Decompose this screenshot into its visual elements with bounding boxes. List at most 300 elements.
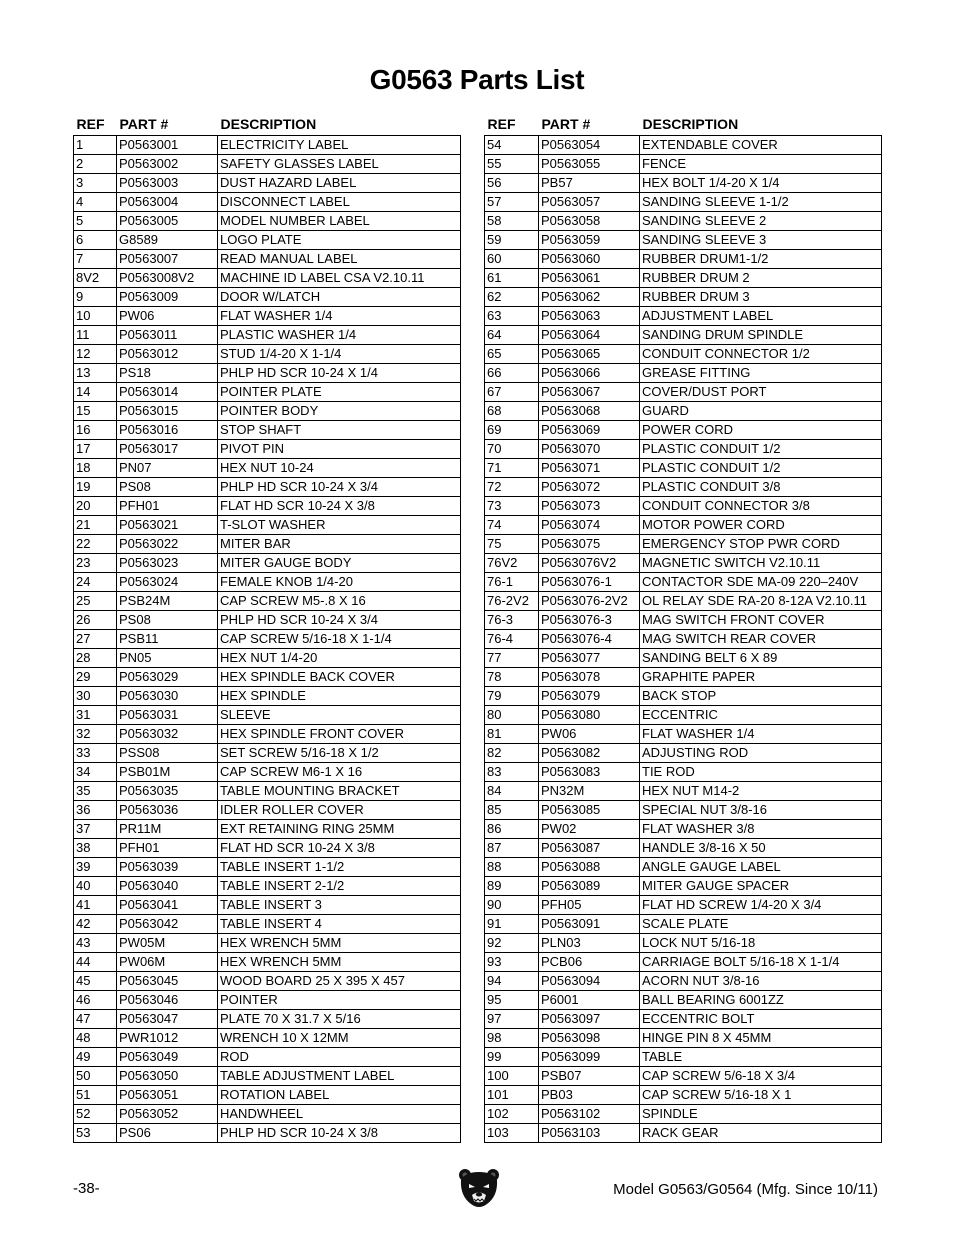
description-cell: PLASTIC CONDUIT 3/8 — [640, 478, 882, 497]
part-number-cell: P0563098 — [539, 1029, 640, 1048]
description-cell: MAGNETIC SWITCH V2.10.11 — [640, 554, 882, 573]
table-row — [74, 288, 461, 307]
table-row — [485, 383, 882, 402]
table-row — [485, 706, 882, 725]
description-cell: STOP SHAFT — [218, 421, 461, 440]
table-row — [74, 1105, 461, 1124]
part-number-cell: P0563065 — [539, 345, 640, 364]
part-number-cell: P0563069 — [539, 421, 640, 440]
ref-cell: 9 — [74, 288, 117, 307]
table-row — [74, 706, 461, 725]
part-number-cell: P6001 — [539, 991, 640, 1010]
table-row — [485, 801, 882, 820]
header-ref: REF — [76, 115, 105, 132]
part-number-cell: P0563012 — [117, 345, 218, 364]
table-row — [74, 801, 461, 820]
description-cell: STUD 1/4-20 X 1-1/4 — [218, 345, 461, 364]
parts-table-right — [484, 112, 882, 1143]
table-row — [74, 554, 461, 573]
table-header-row — [485, 112, 882, 136]
part-number-cell: P0563063 — [539, 307, 640, 326]
part-number-cell: P0563060 — [539, 250, 640, 269]
part-number-cell: P0563102 — [539, 1105, 640, 1124]
ref-cell: 44 — [74, 953, 117, 972]
table-row — [485, 497, 882, 516]
ref-cell: 92 — [485, 934, 539, 953]
table-row — [74, 402, 461, 421]
table-row — [485, 478, 882, 497]
table-row — [485, 592, 882, 611]
table-row — [74, 1124, 461, 1143]
part-number-cell: PN05 — [117, 649, 218, 668]
table-row — [74, 972, 461, 991]
table-row — [74, 1067, 461, 1086]
description-cell: HEX NUT 10-24 — [218, 459, 461, 478]
part-number-cell: P0563091 — [539, 915, 640, 934]
ref-cell: 23 — [74, 554, 117, 573]
description-cell: RUBBER DRUM1-1/2 — [640, 250, 882, 269]
description-cell: DUST HAZARD LABEL — [218, 174, 461, 193]
table-row — [485, 972, 882, 991]
table-row — [74, 725, 461, 744]
ref-cell: 77 — [485, 649, 539, 668]
ref-cell: 4 — [74, 193, 117, 212]
ref-cell: 100 — [485, 1067, 539, 1086]
part-number-cell: P0563076-3 — [539, 611, 640, 630]
ref-cell: 41 — [74, 896, 117, 915]
part-number-cell: P0563029 — [117, 668, 218, 687]
ref-cell: 7 — [74, 250, 117, 269]
description-cell: SANDING SLEEVE 3 — [640, 231, 882, 250]
ref-cell: 15 — [74, 402, 117, 421]
part-number-cell: P0563005 — [117, 212, 218, 231]
part-number-cell: P0563076-2V2 — [539, 592, 640, 611]
description-cell: MITER GAUGE BODY — [218, 554, 461, 573]
description-cell: T-SLOT WASHER — [218, 516, 461, 535]
ref-cell: 48 — [74, 1029, 117, 1048]
description-cell: GREASE FITTING — [640, 364, 882, 383]
part-number-cell: P0563057 — [539, 193, 640, 212]
description-cell: TABLE — [640, 1048, 882, 1067]
part-number-cell: P0563073 — [539, 497, 640, 516]
table-row — [485, 136, 882, 155]
description-cell: HEX SPINDLE FRONT COVER — [218, 725, 461, 744]
ref-cell: 21 — [74, 516, 117, 535]
part-number-cell: P0563001 — [117, 136, 218, 155]
table-row — [74, 858, 461, 877]
part-number-cell: P0563077 — [539, 649, 640, 668]
table-row — [74, 174, 461, 193]
header-description: DESCRIPTION — [220, 115, 317, 132]
part-number-cell: P0563055 — [539, 155, 640, 174]
table-row — [74, 231, 461, 250]
ref-cell: 81 — [485, 725, 539, 744]
ref-cell: 79 — [485, 687, 539, 706]
ref-cell: 13 — [74, 364, 117, 383]
table-row — [485, 630, 882, 649]
table-row — [485, 402, 882, 421]
ref-cell: 103 — [485, 1124, 539, 1143]
ref-cell: 12 — [74, 345, 117, 364]
ref-cell: 3 — [74, 174, 117, 193]
table-row — [485, 516, 882, 535]
table-row — [74, 193, 461, 212]
description-cell: GUARD — [640, 402, 882, 421]
ref-cell: 78 — [485, 668, 539, 687]
part-number-cell: PS18 — [117, 364, 218, 383]
description-cell: POINTER PLATE — [218, 383, 461, 402]
part-number-cell: P0563052 — [117, 1105, 218, 1124]
description-cell: WRENCH 10 X 12MM — [218, 1029, 461, 1048]
parts-table-left-body — [74, 136, 461, 1143]
part-number-cell: P0563015 — [117, 402, 218, 421]
description-cell: HEX WRENCH 5MM — [218, 953, 461, 972]
ref-cell: 52 — [74, 1105, 117, 1124]
part-number-cell: P0563089 — [539, 877, 640, 896]
ref-cell: 27 — [74, 630, 117, 649]
part-number-cell: P0563017 — [117, 440, 218, 459]
description-cell: BALL BEARING 6001ZZ — [640, 991, 882, 1010]
ref-cell: 59 — [485, 231, 539, 250]
ref-cell: 102 — [485, 1105, 539, 1124]
ref-cell: 95 — [485, 991, 539, 1010]
ref-cell: 53 — [74, 1124, 117, 1143]
description-cell: MITER GAUGE SPACER — [640, 877, 882, 896]
ref-cell: 42 — [74, 915, 117, 934]
part-number-cell: P0563035 — [117, 782, 218, 801]
table-row — [485, 421, 882, 440]
table-row — [74, 573, 461, 592]
table-row — [74, 250, 461, 269]
description-cell: EXTENDABLE COVER — [640, 136, 882, 155]
description-cell: MOTOR POWER CORD — [640, 516, 882, 535]
ref-cell: 34 — [74, 763, 117, 782]
part-number-cell: P0563087 — [539, 839, 640, 858]
description-cell: HEX NUT 1/4-20 — [218, 649, 461, 668]
part-number-cell: P0563088 — [539, 858, 640, 877]
ref-cell: 62 — [485, 288, 539, 307]
description-cell: SANDING BELT 6 X 89 — [640, 649, 882, 668]
description-cell: EXT RETAINING RING 25MM — [218, 820, 461, 839]
table-row — [485, 193, 882, 212]
part-number-cell: P0563097 — [539, 1010, 640, 1029]
description-cell: SLEEVE — [218, 706, 461, 725]
description-cell: HEX NUT M14-2 — [640, 782, 882, 801]
part-number-cell: P0563076-1 — [539, 573, 640, 592]
description-cell: MACHINE ID LABEL CSA V2.10.11 — [218, 269, 461, 288]
description-cell: POWER CORD — [640, 421, 882, 440]
part-number-cell: P0563062 — [539, 288, 640, 307]
part-number-cell: P0563045 — [117, 972, 218, 991]
ref-cell: 46 — [74, 991, 117, 1010]
part-number-cell: PW06 — [539, 725, 640, 744]
ref-cell: 61 — [485, 269, 539, 288]
part-number-cell: P0563046 — [117, 991, 218, 1010]
table-row — [485, 744, 882, 763]
description-cell: FLAT HD SCR 10-24 X 3/8 — [218, 497, 461, 516]
table-row — [485, 782, 882, 801]
part-number-cell: PFH01 — [117, 497, 218, 516]
table-row — [485, 1048, 882, 1067]
description-cell: HEX WRENCH 5MM — [218, 934, 461, 953]
table-row — [74, 763, 461, 782]
description-cell: CONDUIT CONNECTOR 3/8 — [640, 497, 882, 516]
description-cell: FLAT WASHER 1/4 — [640, 725, 882, 744]
table-row — [74, 497, 461, 516]
description-cell: HANDLE 3/8-16 X 50 — [640, 839, 882, 858]
ref-cell: 20 — [74, 497, 117, 516]
table-row — [485, 839, 882, 858]
header-ref: REF — [487, 115, 516, 132]
description-cell: SPINDLE — [640, 1105, 882, 1124]
part-number-cell: P0563041 — [117, 896, 218, 915]
description-cell: PLASTIC CONDUIT 1/2 — [640, 440, 882, 459]
description-cell: FEMALE KNOB 1/4-20 — [218, 573, 461, 592]
part-number-cell: G8589 — [117, 231, 218, 250]
ref-cell: 74 — [485, 516, 539, 535]
ref-cell: 30 — [74, 687, 117, 706]
table-row — [74, 991, 461, 1010]
ref-cell: 76-2V2 — [485, 592, 539, 611]
description-cell: OL RELAY SDE RA-20 8-12A V2.10.11 — [640, 592, 882, 611]
ref-cell: 68 — [485, 402, 539, 421]
description-cell: SAFETY GLASSES LABEL — [218, 155, 461, 174]
table-row — [485, 1067, 882, 1086]
ref-cell: 14 — [74, 383, 117, 402]
part-number-cell: PCB06 — [539, 953, 640, 972]
table-row — [485, 877, 882, 896]
table-row — [485, 155, 882, 174]
table-row — [485, 535, 882, 554]
description-cell: LOGO PLATE — [218, 231, 461, 250]
table-row — [74, 383, 461, 402]
ref-cell: 35 — [74, 782, 117, 801]
table-row — [485, 649, 882, 668]
ref-cell: 28 — [74, 649, 117, 668]
part-number-cell: PW06 — [117, 307, 218, 326]
ref-cell: 65 — [485, 345, 539, 364]
part-number-cell: P0563076V2 — [539, 554, 640, 573]
ref-cell: 1 — [74, 136, 117, 155]
description-cell: TIE ROD — [640, 763, 882, 782]
ref-cell: 76V2 — [485, 554, 539, 573]
description-cell: ROTATION LABEL — [218, 1086, 461, 1105]
part-number-cell: P0563014 — [117, 383, 218, 402]
part-number-cell: PR11M — [117, 820, 218, 839]
ref-cell: 54 — [485, 136, 539, 155]
part-number-cell: P0563068 — [539, 402, 640, 421]
part-number-cell: PW06M — [117, 953, 218, 972]
ref-cell: 16 — [74, 421, 117, 440]
table-row — [485, 288, 882, 307]
part-number-cell: P0563021 — [117, 516, 218, 535]
ref-cell: 94 — [485, 972, 539, 991]
ref-cell: 89 — [485, 877, 539, 896]
ref-cell: 45 — [74, 972, 117, 991]
table-row — [485, 573, 882, 592]
description-cell: POINTER — [218, 991, 461, 1010]
description-cell: CAP SCREW 5/16-18 X 1-1/4 — [218, 630, 461, 649]
part-number-cell: P0563085 — [539, 801, 640, 820]
description-cell: MAG SWITCH FRONT COVER — [640, 611, 882, 630]
ref-cell: 39 — [74, 858, 117, 877]
table-row — [74, 649, 461, 668]
description-cell: BACK STOP — [640, 687, 882, 706]
part-number-cell: PWR1012 — [117, 1029, 218, 1048]
table-row — [485, 687, 882, 706]
part-number-cell: PFH05 — [539, 896, 640, 915]
part-number-cell: P0563079 — [539, 687, 640, 706]
ref-cell: 97 — [485, 1010, 539, 1029]
ref-cell: 86 — [485, 820, 539, 839]
table-row — [485, 725, 882, 744]
ref-cell: 32 — [74, 725, 117, 744]
ref-cell: 80 — [485, 706, 539, 725]
table-row — [485, 1105, 882, 1124]
description-cell: LOCK NUT 5/16-18 — [640, 934, 882, 953]
ref-cell: 70 — [485, 440, 539, 459]
table-row — [485, 953, 882, 972]
table-row — [485, 364, 882, 383]
part-number-cell: PSB24M — [117, 592, 218, 611]
description-cell: CAP SCREW 5/6-18 X 3/4 — [640, 1067, 882, 1086]
table-row — [485, 858, 882, 877]
part-number-cell: PSS08 — [117, 744, 218, 763]
description-cell: MODEL NUMBER LABEL — [218, 212, 461, 231]
part-number-cell: P0563003 — [117, 174, 218, 193]
table-row — [485, 820, 882, 839]
table-row — [74, 877, 461, 896]
part-number-cell: P0563071 — [539, 459, 640, 478]
description-cell: HEX BOLT 1/4-20 X 1/4 — [640, 174, 882, 193]
ref-cell: 47 — [74, 1010, 117, 1029]
description-cell: PLATE 70 X 31.7 X 5/16 — [218, 1010, 461, 1029]
description-cell: ECCENTRIC — [640, 706, 882, 725]
table-row — [74, 1086, 461, 1105]
table-row — [485, 668, 882, 687]
part-number-cell: P0563103 — [539, 1124, 640, 1143]
table-row — [74, 782, 461, 801]
table-row — [74, 1029, 461, 1048]
part-number-cell: PS08 — [117, 611, 218, 630]
ref-cell: 43 — [74, 934, 117, 953]
table-row — [485, 345, 882, 364]
description-cell: ANGLE GAUGE LABEL — [640, 858, 882, 877]
ref-cell: 37 — [74, 820, 117, 839]
part-number-cell: P0563072 — [539, 478, 640, 497]
table-row — [74, 307, 461, 326]
table-row — [74, 326, 461, 345]
table-row — [485, 991, 882, 1010]
ref-cell: 2 — [74, 155, 117, 174]
ref-cell: 71 — [485, 459, 539, 478]
table-row — [74, 136, 461, 155]
ref-cell: 8V2 — [74, 269, 117, 288]
part-number-cell: P0563064 — [539, 326, 640, 345]
ref-cell: 93 — [485, 953, 539, 972]
table-row — [485, 326, 882, 345]
table-row — [74, 345, 461, 364]
description-cell: CARRIAGE BOLT 5/16-18 X 1-1/4 — [640, 953, 882, 972]
description-cell: IDLER ROLLER COVER — [218, 801, 461, 820]
table-row — [74, 687, 461, 706]
description-cell: MITER BAR — [218, 535, 461, 554]
ref-cell: 31 — [74, 706, 117, 725]
ref-cell: 90 — [485, 896, 539, 915]
ref-cell: 18 — [74, 459, 117, 478]
table-row — [485, 307, 882, 326]
description-cell: PLASTIC CONDUIT 1/2 — [640, 459, 882, 478]
table-row — [74, 440, 461, 459]
ref-cell: 72 — [485, 478, 539, 497]
ref-cell: 55 — [485, 155, 539, 174]
ref-cell: 85 — [485, 801, 539, 820]
ref-cell: 76-3 — [485, 611, 539, 630]
description-cell: ACORN NUT 3/8-16 — [640, 972, 882, 991]
description-cell: CONDUIT CONNECTOR 1/2 — [640, 345, 882, 364]
ref-cell: 10 — [74, 307, 117, 326]
table-row — [485, 763, 882, 782]
description-cell: SCALE PLATE — [640, 915, 882, 934]
table-row — [74, 421, 461, 440]
description-cell: ELECTRICITY LABEL — [218, 136, 461, 155]
ref-cell: 17 — [74, 440, 117, 459]
ref-cell: 99 — [485, 1048, 539, 1067]
part-number-cell: P0563066 — [539, 364, 640, 383]
ref-cell: 84 — [485, 782, 539, 801]
part-number-cell: PN32M — [539, 782, 640, 801]
description-cell: GRAPHITE PAPER — [640, 668, 882, 687]
part-number-cell: P0563002 — [117, 155, 218, 174]
table-row — [74, 915, 461, 934]
description-cell: RUBBER DRUM 2 — [640, 269, 882, 288]
ref-cell: 67 — [485, 383, 539, 402]
part-number-cell: P0563076-4 — [539, 630, 640, 649]
ref-cell: 101 — [485, 1086, 539, 1105]
ref-cell: 87 — [485, 839, 539, 858]
table-row — [74, 839, 461, 858]
part-number-cell: PW05M — [117, 934, 218, 953]
ref-cell: 24 — [74, 573, 117, 592]
description-cell: TABLE INSERT 1-1/2 — [218, 858, 461, 877]
table-row — [485, 212, 882, 231]
ref-cell: 76-1 — [485, 573, 539, 592]
part-number-cell: P0563050 — [117, 1067, 218, 1086]
table-row — [485, 269, 882, 288]
part-number-cell: P0563082 — [539, 744, 640, 763]
part-number-cell: PS06 — [117, 1124, 218, 1143]
description-cell: PLASTIC WASHER 1/4 — [218, 326, 461, 345]
table-row — [485, 459, 882, 478]
part-number-cell: PN07 — [117, 459, 218, 478]
part-number-cell: P0563016 — [117, 421, 218, 440]
description-cell: CAP SCREW M6-1 X 16 — [218, 763, 461, 782]
description-cell: DISCONNECT LABEL — [218, 193, 461, 212]
table-row — [74, 1048, 461, 1067]
table-row — [485, 1086, 882, 1105]
part-number-cell: PB57 — [539, 174, 640, 193]
part-number-cell: P0563009 — [117, 288, 218, 307]
part-number-cell: PSB01M — [117, 763, 218, 782]
part-number-cell: P0563011 — [117, 326, 218, 345]
description-cell: FLAT WASHER 3/8 — [640, 820, 882, 839]
ref-cell: 19 — [74, 478, 117, 497]
description-cell: PIVOT PIN — [218, 440, 461, 459]
description-cell: CONTACTOR SDE MA-09 220–240V — [640, 573, 882, 592]
ref-cell: 82 — [485, 744, 539, 763]
part-number-cell: P0563051 — [117, 1086, 218, 1105]
part-number-cell: P0563030 — [117, 687, 218, 706]
